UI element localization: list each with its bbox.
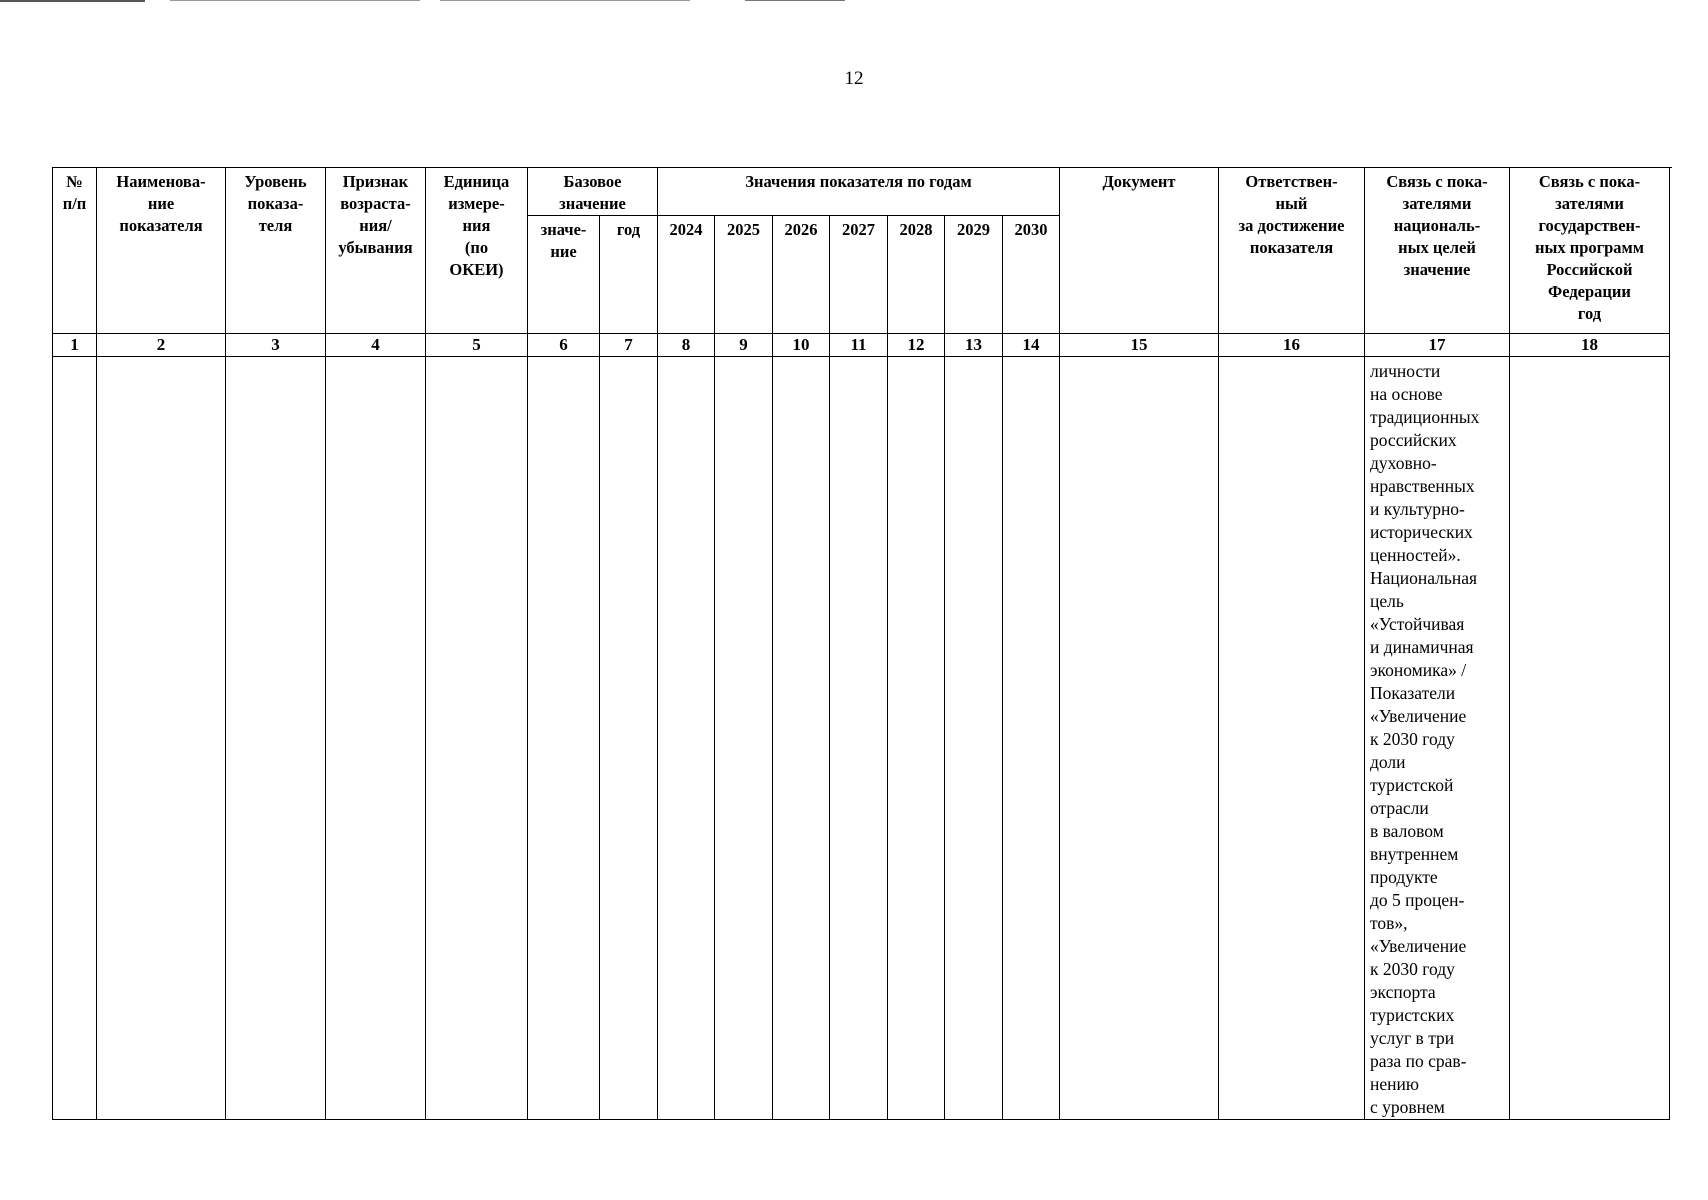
body-cell xyxy=(1219,357,1365,1120)
top-rule-left xyxy=(0,0,145,2)
column-number: 10 xyxy=(773,334,830,357)
header-year: 2027 xyxy=(830,216,888,334)
header-year: 2025 xyxy=(715,216,773,334)
header-base-year: год xyxy=(600,216,658,334)
column-number: 5 xyxy=(426,334,528,357)
header-name: Наименова- ние показателя xyxy=(97,168,226,334)
header-document: Документ xyxy=(1060,168,1219,334)
body-cell xyxy=(426,357,528,1120)
indicator-table xyxy=(52,167,1672,1120)
page-number: 12 xyxy=(844,68,864,89)
header-responsible: Ответствен- ный за достижение показателя xyxy=(1219,168,1365,334)
body-cell xyxy=(773,357,830,1120)
top-rule-mid xyxy=(170,0,420,1)
column-number: 13 xyxy=(945,334,1003,357)
column-number: 9 xyxy=(715,334,773,357)
national-goals-text: личности на основе традиционных российских духовно- нравственных и культурно- исторических ценностей». Национальная цель «Устойчивая и динамичная экономика» / Показатели «Увеличение к 2030 году доли туристской отрасли в валовом внутреннем продукте до 5 процен- тов», «Увеличение к 2030 году экспорта туристских услуг в три раза по срав- нению с уровнем xyxy=(1365,357,1510,1120)
body-cell xyxy=(600,357,658,1120)
body-cell xyxy=(1060,357,1219,1120)
top-rule-far xyxy=(745,0,845,1)
body-cell xyxy=(715,357,773,1120)
header-year: 2026 xyxy=(773,216,830,334)
column-number: 16 xyxy=(1219,334,1365,357)
column-number: 7 xyxy=(600,334,658,357)
column-number: 11 xyxy=(830,334,888,357)
header-unit: Единица измере- ния (по ОКЕИ) xyxy=(426,168,528,334)
column-number: 1 xyxy=(53,334,97,357)
body-cell xyxy=(326,357,426,1120)
column-number: 12 xyxy=(888,334,945,357)
column-number: 15 xyxy=(1060,334,1219,357)
body-cell xyxy=(226,357,326,1120)
top-rule-right xyxy=(440,0,690,1)
column-number: 3 xyxy=(226,334,326,357)
body-cell xyxy=(53,357,97,1120)
body-cell xyxy=(888,357,945,1120)
column-number: 6 xyxy=(528,334,600,357)
column-number: 14 xyxy=(1003,334,1060,357)
body-cell xyxy=(945,357,1003,1120)
column-number: 18 xyxy=(1510,334,1670,357)
header-national-goals: Связь с пока- зателями националь- ных целей значение xyxy=(1365,168,1510,334)
header-year: 2029 xyxy=(945,216,1003,334)
header-year: 2024 xyxy=(658,216,715,334)
column-number: 17 xyxy=(1365,334,1510,357)
header-years-group: Значения показателя по годам xyxy=(658,168,1060,216)
body-cell xyxy=(528,357,600,1120)
header-base-value: значе- ние xyxy=(528,216,600,334)
column-number: 2 xyxy=(97,334,226,357)
header-trend: Признак возраста- ния/ убывания xyxy=(326,168,426,334)
body-cell xyxy=(1510,357,1670,1120)
header-no: № п/п xyxy=(53,168,97,334)
header-year: 2028 xyxy=(888,216,945,334)
body-cell xyxy=(1003,357,1060,1120)
body-cell xyxy=(97,357,226,1120)
body-cell xyxy=(658,357,715,1120)
header-level: Уровень показа- теля xyxy=(226,168,326,334)
body-cell xyxy=(830,357,888,1120)
header-base: Базовое значение xyxy=(528,168,658,216)
header-year: 2030 xyxy=(1003,216,1060,334)
column-number: 4 xyxy=(326,334,426,357)
header-state-programs: Связь с пока- зателями государствен- ных программ Российской Федерации год xyxy=(1510,168,1670,334)
column-number: 8 xyxy=(658,334,715,357)
